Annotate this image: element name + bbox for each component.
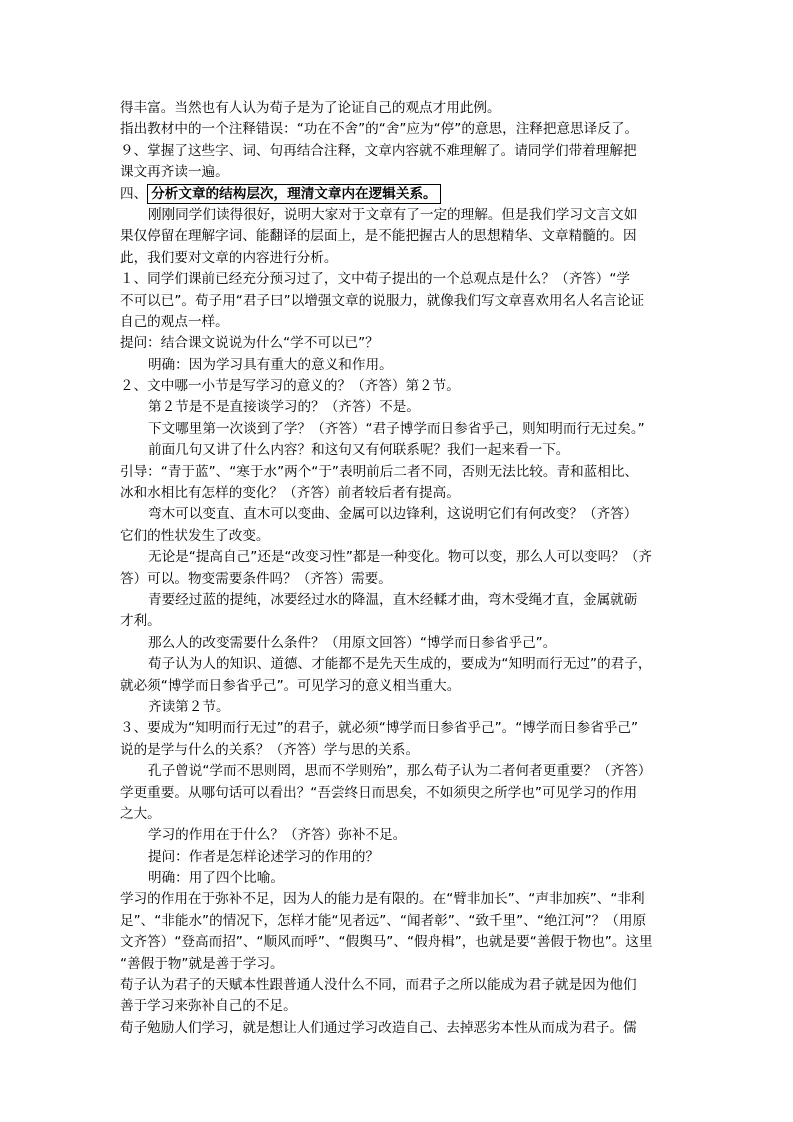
- paragraph-line: 自己的观点一样。: [120, 313, 229, 330]
- paragraph-line: 课文再齐读一遍。: [120, 164, 229, 181]
- paragraph-line: 它们的性状发生了改变。: [120, 527, 270, 544]
- paragraph-line: 荀子勉励人们学习，就是想让人们通过学习改造自己、去掉恶劣本性从而成为君子。儒: [120, 1019, 637, 1036]
- paragraph-line: 第２节是不是直接谈学习的？（齐答）不是。: [148, 399, 420, 416]
- paragraph-line: ２、文中哪一小节是写学习的意义的？（齐答）第２节。: [120, 378, 460, 395]
- paragraph-line: 那么人的改变需要什么条件？（用原文回答）“博学而日参省乎己”。: [148, 634, 557, 651]
- paragraph-line: 冰和水相比有怎样的变化？（齐答）前者较后者有提高。: [120, 485, 460, 502]
- paragraph-line: １、同学们课前已经充分预习过了，文中荀子提出的一个总观点是什么？（齐答）“学: [120, 271, 631, 288]
- paragraph-line: 齐读第２节。: [148, 698, 230, 715]
- paragraph-line: 刚刚同学们读得很好，说明大家对于文章有了一定的理解。但是我们学习文言文如: [148, 206, 638, 223]
- paragraph-line: 明确：因为学习具有重大的意义和作用。: [148, 356, 393, 373]
- paragraph-line: ３、要成为“知明而行无过”的君子，就必须“博学而日参省乎己”。“博学而日参省乎己”: [120, 720, 639, 737]
- paragraph-line: “善假于物”就是善于学习。: [120, 955, 284, 972]
- paragraph-line: 得丰富。当然也有人认为荀子是为了论证自己的观点才用此例。: [120, 100, 501, 116]
- paragraph-line: 孔子曾说“学而不思则罔，思而不学则殆”，那么荀子认为二者何者更重要？（齐答）: [148, 763, 652, 780]
- paragraph-line: 青要经过蓝的提纯，冰要经过水的降温，直木经輮才曲，弯木受绳才直，金属就砺: [148, 591, 638, 608]
- paragraph-line: 答）可以。物变需要条件吗？（齐答）需要。: [120, 570, 392, 587]
- paragraph-line: 学习的作用在于什么？（齐答）弥补不足。: [148, 827, 407, 844]
- paragraph-line: 不可以已”。荀子用“君子曰”以增强文章的说服力，就像我们写文章喜欢用名人名言论证: [120, 292, 645, 309]
- paragraph-line: 果仅停留在理解字词、能翻译的层面上，是不能把握古人的思想精华、文章精髓的。因: [120, 228, 637, 245]
- paragraph-line: 明确：用了四个比喻。: [148, 870, 284, 887]
- paragraph-line: 提问：作者是怎样论述学习的作用的？: [148, 848, 380, 865]
- paragraph-line: 学习的作用在于弥补不足，因为人的能力是有限的。在“臂非加长”、“声非加疾”、“非利: [120, 891, 645, 908]
- paragraph-line: 足”、“非能水”的情况下，怎样才能“见者远”、“闻者彰”、“致千里”、“绝江河”？（用原: [120, 912, 647, 929]
- paragraph-line: 下文哪里第一次谈到了学？（齐答）“君子博学而日参省乎己，则知明而行无过矣。”: [148, 420, 645, 437]
- paragraph-line: 学更重要。从哪句话可以看出？“吾尝终日而思矣，不如须臾之所学也”可见学习的作用: [120, 784, 638, 801]
- paragraph-line: 说的是学与什么的关系？（齐答）学与思的关系。: [120, 741, 420, 758]
- section-heading: 分析文章的结构层次，理清文章内在逻辑关系。: [147, 184, 440, 204]
- paragraph-line: 前面几句又讲了什么内容？和这句又有何联系呢？我们一起来看一下。: [148, 442, 570, 459]
- paragraph-line: 之大。: [120, 805, 161, 822]
- paragraph-line: ９、掌握了这些字、词、句再结合注释，文章内容就不难理解了。请同学们带着理解把: [120, 142, 637, 159]
- paragraph-line: 无论是“提高自己”还是“改变习性”都是一种变化。物可以变，那么人可以变吗？（齐: [148, 549, 652, 566]
- paragraph-line: 引导：“青于蓝”、“寒于水”两个“于”表明前后二者不同，否则无法比较。青和蓝相比、: [120, 463, 639, 480]
- section-heading-line: [120, 184, 680, 205]
- paragraph-line: 才利。: [120, 613, 161, 630]
- section-number: 四、: [120, 185, 148, 202]
- paragraph-line: 弯木可以变直、直木可以变曲、金属可以边锋利，这说明它们有何改变？（齐答）: [148, 506, 638, 523]
- paragraph-line: 善于学习来弥补自己的不足。: [120, 998, 297, 1015]
- paragraph-line: 荀子认为君子的天赋本性跟普通人没什么不同，而君子之所以能成为君子就是因为他们: [120, 977, 637, 994]
- paragraph-line: 提问：结合课文说说为什么“学不可以已”？: [120, 335, 379, 352]
- paragraph-line: 文齐答）“登高而招”、“顺风而呼”、“假舆马”、“假舟楫”，也就是要“善假于物也”。这里: [120, 934, 653, 951]
- paragraph-line: 荀子认为人的知识、道德、才能都不是先天生成的，要成为“知明而行无过”的君子，: [148, 656, 652, 673]
- paragraph-line: 就必须“博学而日参省乎己”。可见学习的意义相当重大。: [120, 677, 461, 694]
- document-page: [120, 98, 680, 1039]
- paragraph-line: 指出教材中的一个注释错误：“功在不舍”的“舍”应为“停”的意思，注释把意思译反了。: [120, 121, 639, 138]
- paragraph-line: 此，我们要对文章的内容进行分析。: [120, 249, 338, 266]
